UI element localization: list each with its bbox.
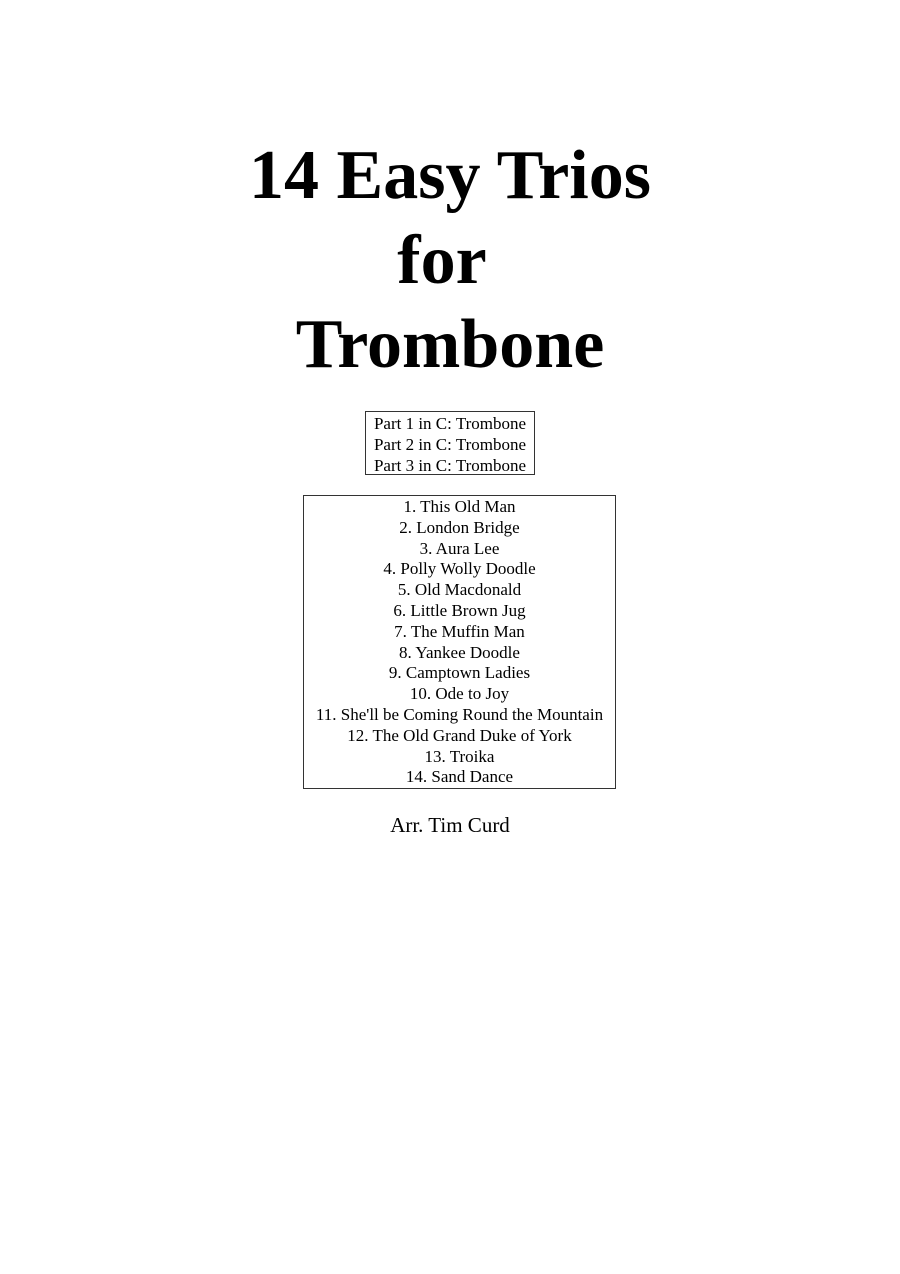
contents-box [303,495,616,789]
part-line: Part 2 in C: Trombone [373,435,527,454]
contents-item: 4. Polly Wolly Doodle [383,559,536,579]
contents-item: 11. She'll be Coming Round the Mountain [315,704,604,724]
part-line: Part 3 in C: Trombone [373,456,527,475]
arranger-credit: Arr. Tim Curd [390,813,510,837]
parts-box [365,411,535,475]
contents-item: 1. This Old Man [403,497,516,516]
contents-item: 14. Sand Dance [405,767,514,787]
contents-item: 5. Old Macdonald [397,580,522,600]
contents-item: 2. London Bridge [399,517,520,537]
contents-item: 8. Yankee Doodle [399,642,520,662]
title-line-2: for [397,222,487,299]
contents-item: 10. Ode to Joy [409,684,510,704]
contents-item: 6. Little Brown Jug [393,600,526,620]
contents-item: 9. Camptown Ladies [388,663,531,683]
title-line-1: 14 Easy Trios [249,137,651,214]
part-line: Part 1 in C: Trombone [373,414,527,433]
title-line-3: Trombone [295,306,605,383]
contents-item: 12. The Old Grand Duke of York [347,725,572,745]
contents-item: 13. Troika [424,746,495,766]
contents-item: 3. Aura Lee [419,538,500,558]
contents-item: 7. The Muffin Man [394,621,525,641]
